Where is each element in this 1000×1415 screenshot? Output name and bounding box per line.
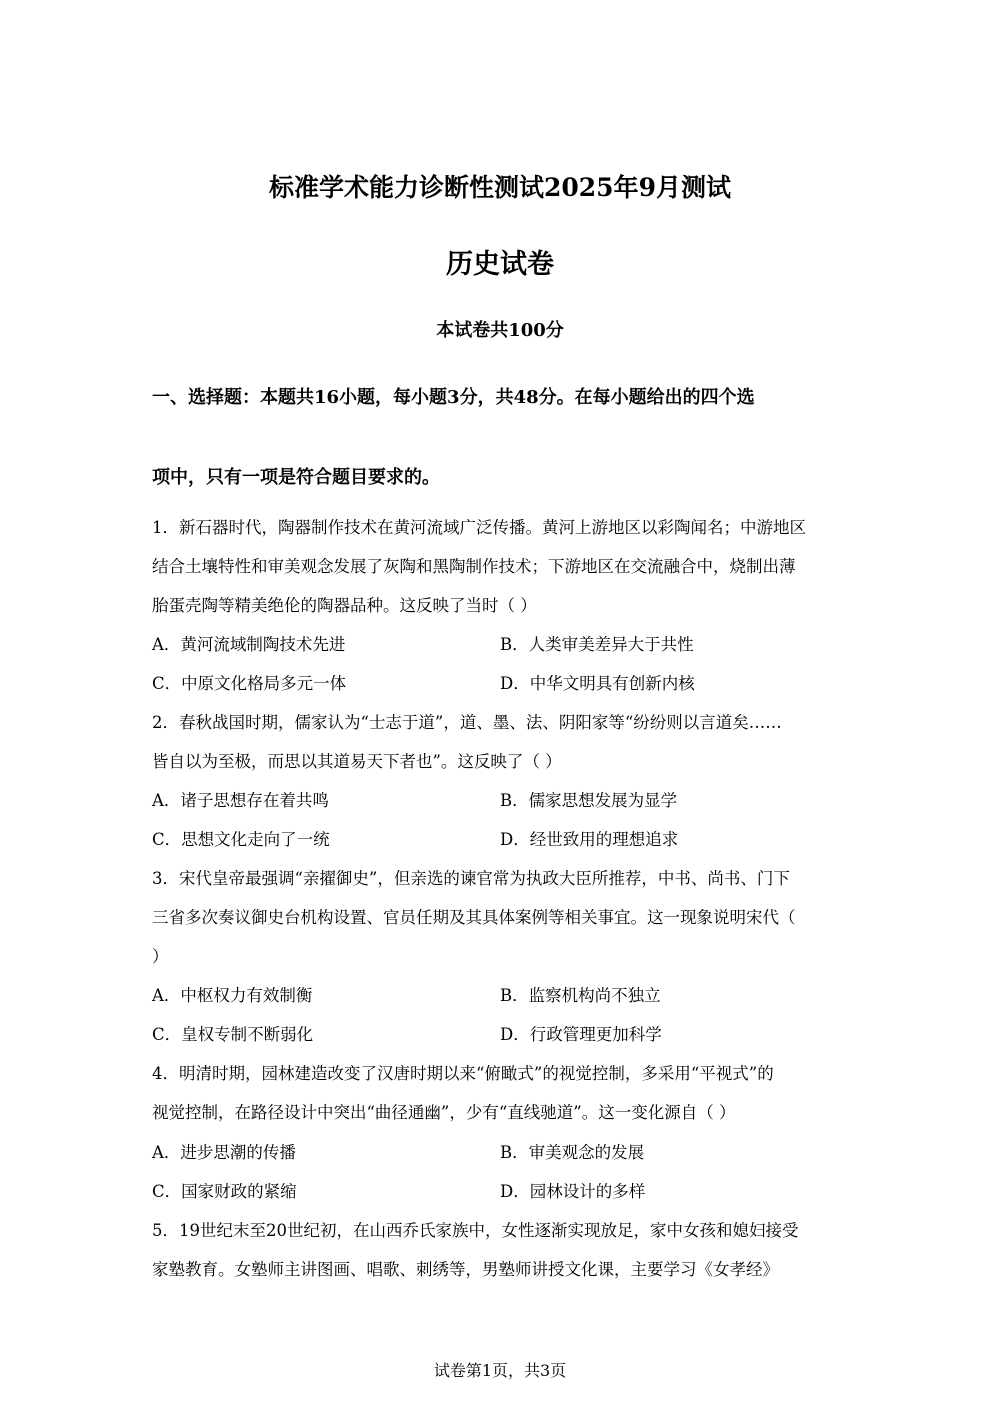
- section-heading-line-1: 一、选择题：本题共16小题，每小题3分，共48分。在每小题给出的四个选: [152, 387, 755, 408]
- question-1-line-2: 结合土壤特性和审美观念发展了灰陶和黑陶制作技术；下游地区在交流融合中，烧制出薄: [152, 557, 796, 576]
- question-3-option-d: D．行政管理更加科学: [500, 1025, 662, 1044]
- question-4-option-d: D．园林设计的多样: [500, 1182, 646, 1201]
- question-1-option-c: C．中原文化格局多元一体: [152, 674, 347, 693]
- question-3-option-b: B．监察机构尚不独立: [500, 986, 661, 1005]
- question-1-option-a: A．黄河流域制陶技术先进: [152, 635, 346, 654]
- question-1-option-d: D．中华文明具有创新内核: [500, 674, 695, 693]
- exam-main-title: 标准学术能力诊断性测试2025年9月测试: [269, 173, 731, 202]
- question-5-line-1: 5．19世纪末至20世纪初，在山西乔氏家族中，女性逐渐实现放足，家中女孩和媳妇接受: [152, 1221, 799, 1240]
- question-3-line-3: ）: [152, 947, 169, 966]
- question-1-line-3: 胎蛋壳陶等精美绝伦的陶器品种。这反映了当时（ ）: [152, 596, 537, 615]
- question-5-line-2: 家塾教育。女塾师主讲图画、唱歌、刺绣等，男塾师讲授文化课，主要学习《女孝经》: [152, 1260, 779, 1279]
- question-3-line-2: 三省多次奏议御史台机构设置、官员任期及其具体案例等相关事宜。这一现象说明宋代（: [152, 908, 796, 927]
- question-3-option-c: C．皇权专制不断弱化: [152, 1025, 314, 1044]
- page-footer: 试卷第1页，共3页: [433, 1361, 567, 1380]
- question-4-option-c: C．国家财政的紧缩: [152, 1182, 297, 1201]
- question-1-line-1: 1．新石器时代，陶器制作技术在黄河流域广泛传播。黄河上游地区以彩陶闻名；中游地区: [152, 518, 806, 537]
- question-1-option-b: B．人类审美差异大于共性: [500, 635, 694, 654]
- question-4-option-b: B．审美观念的发展: [500, 1143, 645, 1162]
- subject-title: 历史试卷: [446, 249, 554, 280]
- question-2-option-a: A．诸子思想存在着共鸣: [152, 791, 329, 810]
- question-2-option-b: B．儒家思想发展为显学: [500, 791, 678, 810]
- question-3-line-1: 3．宋代皇帝最强调“亲擢御史”，但亲选的谏官常为执政大臣所推荐，中书、尚书、门下: [152, 869, 790, 888]
- question-2-option-d: D．经世致用的理想追求: [500, 830, 679, 849]
- question-2-option-c: C．思想文化走向了一统: [152, 830, 330, 849]
- question-4-line-1: 4．明清时期，园林建造改变了汉唐时期以来“俯瞰式”的视觉控制，多采用“平视式”的: [152, 1064, 774, 1083]
- question-4-line-2: 视觉控制，在路径设计中突出“曲径通幽”，少有“直线驰道”。这一变化源自（ ）: [152, 1103, 736, 1122]
- section-heading-line-2: 项中，只有一项是符合题目要求的。: [152, 467, 440, 488]
- question-2-line-2: 皆自以为至极，而思以其道易天下者也”。这反映了（ ）: [152, 752, 562, 771]
- question-2-line-1: 2．春秋战国时期，儒家认为“士志于道”，道、墨、法、阴阳家等“纷纷则以言道矣……: [152, 713, 782, 732]
- question-4-option-a: A．进步思潮的传播: [152, 1143, 296, 1162]
- question-3-option-a: A．中枢权力有效制衡: [152, 986, 313, 1005]
- total-score-note: 本试卷共100分: [436, 320, 564, 341]
